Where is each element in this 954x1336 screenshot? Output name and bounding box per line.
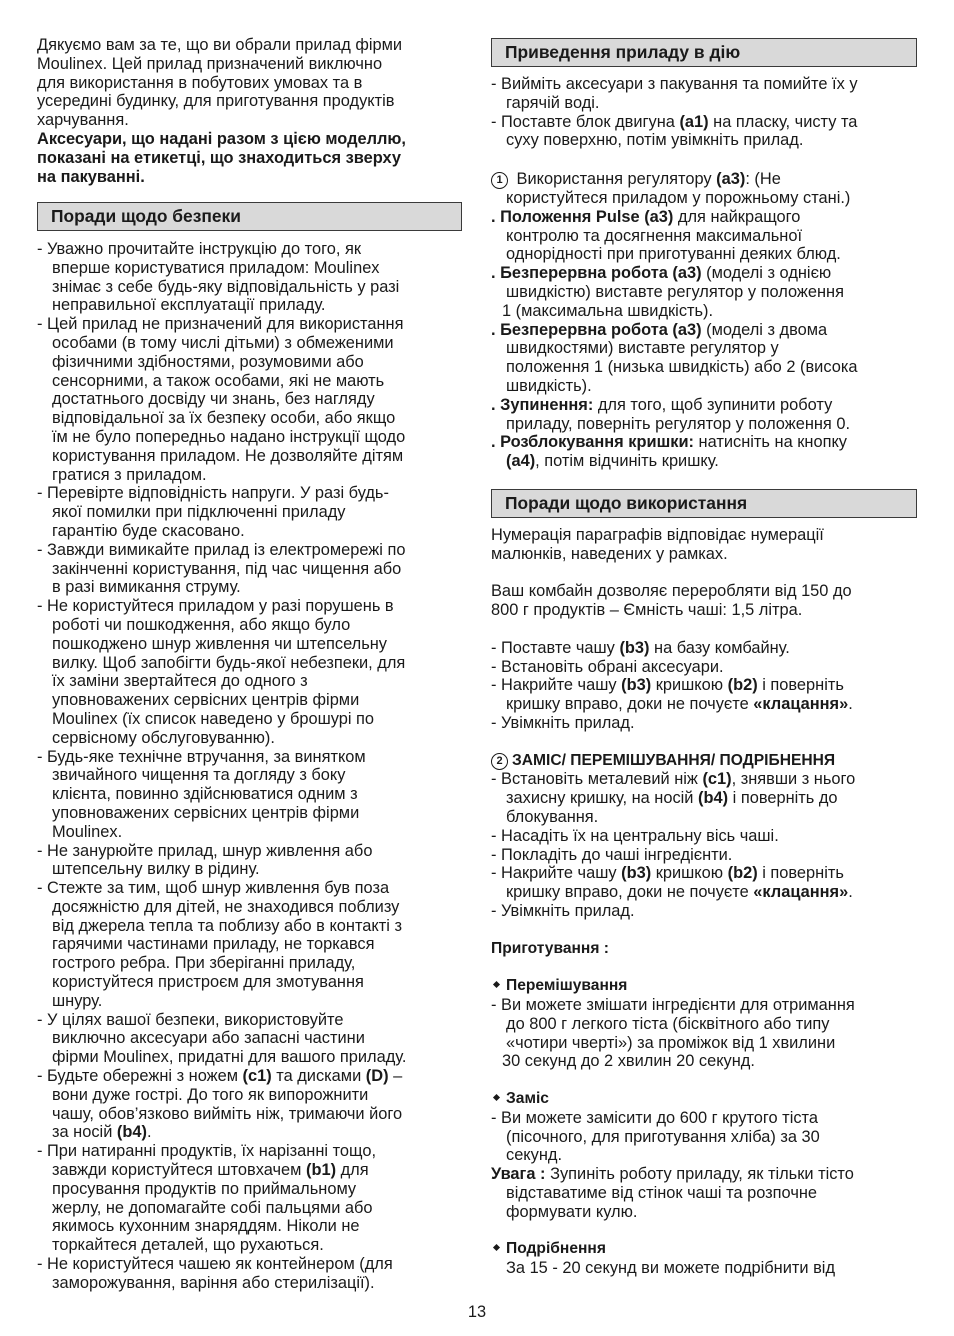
safety-item-cont: в разі вимикання струму. — [52, 578, 241, 597]
continuous1-item-cont: швидкістю) виставте регулятор у положення — [506, 282, 844, 301]
list-item: - Увімкніть прилад. — [491, 713, 635, 732]
pulse-item: . Положення Pulse (a3) для найкращого — [491, 207, 801, 226]
intro-bold-line: показані на етикетці, що знаходиться зверху — [37, 148, 401, 167]
list-item: - Поставте блок двигуна (a1) на пласку, чисту та — [491, 112, 858, 131]
safety-item: - Будь-яке технічне втручання, за винятком — [37, 747, 366, 766]
list-item-cont: суху поверхню, потім увімкніть прилад. — [506, 131, 804, 150]
safety-item-cont: за носій (b4). — [52, 1123, 152, 1142]
warning-line-cont: відставатиме від стінок чаші та розпочне — [506, 1183, 818, 1202]
safety-item: - Цей прилад не призначений для використання — [37, 315, 404, 334]
continuous2-item-cont: швидкість). — [506, 376, 592, 395]
list-item: - Вийміть аксесуари з пакування та помийте їх у — [491, 75, 858, 93]
safety-item-cont: гратися з приладом. — [52, 465, 207, 484]
safety-item-cont: звичайного чищення та догляду з боку — [52, 766, 346, 785]
number-2-icon: 2 — [491, 753, 508, 770]
startup-list — [491, 75, 917, 150]
safety-list — [37, 240, 462, 1293]
list-item: - Поставте чашу (b3) на базу комбайну. — [491, 638, 790, 657]
safety-item: - У цілях вашої безпеки, використовуйте — [37, 1010, 344, 1029]
chopping-text: За 15 - 20 секунд ви можете подрібнити від — [506, 1259, 836, 1278]
safety-item-cont: заморожування, варіння або стерилізації). — [52, 1273, 375, 1292]
safety-item-cont: просування продуктів по приймальному — [52, 1179, 357, 1198]
safety-item-cont: користуйтеся пристроєм для змотування — [52, 973, 364, 992]
pulse-item-cont: контролю та досягнення максимальної — [506, 226, 803, 245]
safety-item: - Завжди вимикайте прилад із електромережі по — [37, 540, 406, 559]
continuous2-item-cont: швидкостями) виставте регулятор у — [506, 339, 779, 358]
preparation-title: Приготування : — [491, 939, 609, 957]
safety-item-cont: фірми Moulinex, придатні для вашого приладу. — [52, 1048, 407, 1067]
safety-item-cont: якимось кухонним знаряддям. Ніколи не — [52, 1217, 360, 1236]
list-item: - Встановіть обрані аксесуари. — [491, 657, 724, 676]
stop-item: . Зупинення: для того, щоб зупинити роботу — [491, 395, 833, 414]
intro-line: для використання в побутових умовах та в — [37, 73, 363, 92]
number-1-icon: 1 — [491, 172, 508, 189]
startup-heading-text: Приведення приладу в дію — [505, 42, 741, 62]
startup-heading — [491, 38, 917, 67]
safety-item-cont: уповноважених сервісних центрів фірми — [52, 803, 360, 822]
list-item-cont: секунд. — [506, 1146, 563, 1165]
continuous2-item: . Безперервна робота (a3) (моделі з двома — [491, 320, 828, 339]
intro-line: Дякуємо вам за те, що ви обрали прилад фірми — [37, 36, 403, 54]
numbering-note: малюнків, наведених у рамках. — [491, 544, 728, 563]
safety-item: - Не користуйтеся чашею як контейнером (для — [37, 1255, 393, 1274]
list-item: - Ви можете замісити до 600 г крутого тіста — [491, 1108, 818, 1127]
regulator-line: 1 Використання регулятору (a3): (Не — [491, 170, 917, 189]
safety-item-cont: досяжністю для дітей, не знаходився поблизу — [52, 897, 400, 916]
safety-item-cont: вилку. Щоб запобігти будь-якої небезпеки, для — [52, 653, 406, 672]
list-item-cont: «чотири чверті») за проміжок від 1 хвилини — [506, 1033, 836, 1052]
intro-line: харчування. — [37, 111, 129, 130]
list-item-cont: (пісочного, для приготування хліба) за 30 — [506, 1127, 820, 1146]
kneading-title: Заміс — [491, 1090, 917, 1109]
safety-heading-text: Поради щодо безпеки — [51, 206, 241, 226]
unlock-item: . Розблокування кришки: натисніть на кнопку — [491, 433, 847, 452]
list-item: - Накрийте чашу (b3) кришкою (b2) і поверніть — [491, 864, 844, 883]
safety-item-cont: штепсельну вилку в рідину. — [52, 860, 260, 879]
intro-bold-line: Аксесуари, що надані разом з цією моделлю, — [37, 129, 406, 148]
safety-item: - Будьте обережні з ножем (c1) та дисками (D) – — [37, 1067, 403, 1086]
continuous1-item-cont: 1 (максимальна швидкість). — [502, 301, 714, 320]
diamond-bullet-icon — [493, 1244, 500, 1251]
safety-item-cont: від джерела тепла та поблизу або в контакті з — [52, 916, 402, 935]
list-item: - Насадіть їх на центральну вісь чаші. — [491, 826, 779, 845]
safety-item-cont: жерлу, не допомагайте собі пальцями або — [52, 1198, 373, 1217]
list-item-cont: блокування. — [506, 807, 599, 826]
pulse-item-cont: однорідності при приготуванні деяких блюд. — [506, 245, 841, 264]
chopping-title: Подрібнення — [491, 1240, 917, 1259]
safety-item-cont: пошкоджено шнур живлення чи штепсельну — [52, 634, 387, 653]
safety-item-cont: виключно аксесуари або запасні частини — [52, 1029, 365, 1048]
mixing-title: Перемішування — [491, 977, 917, 996]
safety-item-cont: особами (в тому числі дітьми) з обмеженими — [52, 333, 394, 352]
capacity-note: Ваш комбайн дозволяє переробляти від 150 до — [491, 582, 852, 601]
usage-heading — [491, 489, 917, 518]
safety-item-cont: Moulinex (їх список наведено у брошурі по — [52, 709, 375, 728]
safety-item-cont: клієнта, повинно здійснюватися одним з — [52, 785, 358, 804]
list-item: - Ви можете змішати інгредієнти для отримання — [491, 995, 855, 1014]
intro-line: усередині будинку, для приготування продуктів — [37, 92, 395, 111]
safety-item-cont: їх заміни звертайтеся до одного з — [52, 672, 308, 691]
safety-item: - Не занурюйте прилад, шнур живлення або — [37, 841, 373, 860]
safety-item-cont: достатнього досвіду чи знань, без нагляду — [52, 390, 375, 409]
warning-line-cont: формувати кулю. — [506, 1202, 638, 1221]
safety-item-cont: якої помилки при підключенні приладу — [52, 503, 346, 522]
safety-item-cont: знімає з себе будь-яку відповідальність у разі — [52, 277, 400, 296]
stop-item-cont: приладу, поверніть регулятор у положення 0. — [506, 414, 851, 433]
safety-item: - Не користуйтеся приладом у разі порушень в — [37, 597, 394, 616]
continuous2-item-cont: положення 1 (низька швидкість) або 2 (висока — [506, 358, 858, 377]
list-item-cont: кришку вправо, доки не почуєте «клацання». — [506, 695, 853, 714]
continuous1-item: . Безперервна робота (a3) (моделі з однією — [491, 264, 832, 283]
list-item-cont: захисну кришку, на носій (b4) і поверніть до — [506, 789, 838, 808]
usage-heading-text: Поради щодо використання — [505, 493, 748, 513]
safety-item-cont: торкайтеся деталей, що рухаються. — [52, 1236, 324, 1255]
safety-item: - Перевірте відповідність напруги. У разі будь- — [37, 484, 389, 503]
list-item-cont: кришку вправо, доки не почуєте «клацання». — [506, 883, 853, 902]
safety-item-cont: користування приладом. Не дозволяйте дітям — [52, 446, 404, 465]
safety-item: - Стежте за тим, щоб шнур живлення був поза — [37, 879, 390, 898]
safety-item-cont: уповноважених сервісних центрів фірми — [52, 691, 360, 710]
safety-item-cont: вперше користуватися приладом: Moulinex — [52, 258, 380, 277]
safety-item-cont: вони дуже гострі. До того як випорожнити — [52, 1085, 369, 1104]
diamond-bullet-icon — [493, 981, 500, 988]
intro-line: Moulinex. Цей прилад призначений виключно — [37, 54, 383, 73]
list-item: - Встановіть металевий ніж (c1), знявши з нього — [491, 770, 856, 789]
intro-bold-line: на пакуванні. — [37, 167, 145, 186]
intro-paragraph — [37, 36, 462, 186]
usage-section — [491, 526, 917, 1278]
safety-item-cont: Moulinex. — [52, 822, 123, 841]
safety-item-cont: шнуру. — [52, 991, 103, 1010]
regulator-section — [491, 170, 917, 471]
unlock-item-cont: (a4), потім відчиніть кришку. — [506, 452, 719, 471]
safety-item-cont: сенсорними, а також особами, які не мають — [52, 371, 385, 390]
safety-item-cont: гарячими частинами приладу, не торкався — [52, 935, 375, 954]
section-2-title: 2 ЗАМІС/ ПЕРЕМІШУВАННЯ/ ПОДРІБНЕННЯ — [491, 752, 917, 771]
page-number: 13 — [467, 1303, 487, 1321]
safety-item-cont: закінченні користування, під час чищення або — [52, 559, 402, 578]
safety-item: - Уважно прочитайте інструкцію до того, як — [37, 240, 361, 258]
safety-item-cont: їм не було попередньо надано інструкції щодо — [52, 427, 406, 446]
safety-item-cont: відповідальної за їх безпеку особи, або якщо — [52, 409, 396, 428]
safety-item-cont: чашу, обов’язково вийміть ніж, тримаючи його — [52, 1104, 403, 1123]
list-item: - Накрийте чашу (b3) кришкою (b2) і поверніть — [491, 676, 844, 695]
list-item-cont: 30 секунд до 2 хвилин 20 секунд. — [502, 1052, 755, 1071]
capacity-note: 800 г продуктів – Ємність чаші: 1,5 літра. — [491, 601, 803, 620]
safety-heading — [37, 202, 462, 231]
numbering-note: Нумерація параграфів відповідає нумерації — [491, 526, 824, 544]
list-item-cont: гарячій воді. — [506, 93, 600, 112]
safety-item-cont: фізичними здібностями, розумовими або — [52, 352, 364, 371]
safety-item-cont: гострого ребра. При зберіганні приладу, — [52, 954, 356, 973]
list-item: - Покладіть до чаші інгредієнти. — [491, 845, 733, 864]
safety-item-cont: завжди користуйтеся штовхачем (b1) для — [52, 1161, 369, 1180]
safety-item: - При натиранні продуктів, їх нарізанні тощо, — [37, 1142, 377, 1161]
list-item: - Увімкніть прилад. — [491, 901, 635, 920]
safety-item-cont: гарантію буде скасовано. — [52, 521, 245, 540]
diamond-bullet-icon — [493, 1094, 500, 1101]
safety-item-cont: неправильної експлуатації приладу. — [52, 296, 326, 315]
safety-item-cont: роботі чи пошкодження, або якщо було — [52, 615, 351, 634]
regulator-line-cont: користуйтеся приладом у порожньому стані.) — [506, 189, 851, 207]
warning-line: Увага : Зупиніть роботу приладу, як тільки тісто — [491, 1165, 854, 1184]
safety-item-cont: сервісному обслуговуванню). — [52, 728, 275, 747]
list-item-cont: до 800 г легкого тіста (бісквітного або типу — [506, 1014, 830, 1033]
